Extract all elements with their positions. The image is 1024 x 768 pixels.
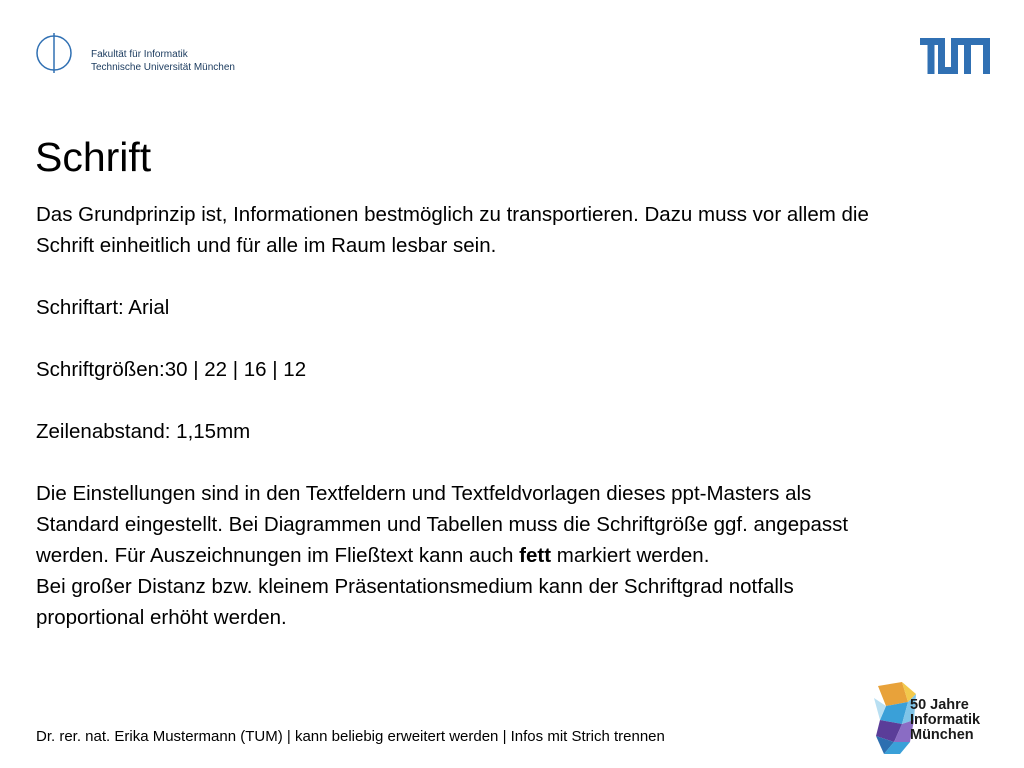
paragraph-3-line-2: proportional erhöht werden. xyxy=(36,606,287,629)
paragraph-2-line-2: Standard eingestellt. Bei Diagrammen und Tabellen muss die Schriftgröße ggf. angepasst xyxy=(36,513,849,536)
tum-logo-icon xyxy=(920,38,990,74)
page-title: Schrift xyxy=(35,134,152,180)
font-type: Schriftart: Arial xyxy=(36,296,170,319)
paragraph-2-line-3-start: werden. Für Auszeichnungen im Fließtext kann auch xyxy=(36,544,520,567)
line-spacing: Zeilenabstand: 1,15mm xyxy=(36,420,251,443)
footer-text: Dr. rer. nat. Erika Mustermann (TUM) | kann beliebig erweitert werden | Infos mit Strich trennen xyxy=(36,728,665,745)
paragraph-2-line-3 xyxy=(36,540,986,571)
anniversary-line-2: Informatik xyxy=(910,712,981,728)
paragraph-2-line-3-end: markiert werden. xyxy=(551,544,710,567)
faculty-logo-icon xyxy=(35,33,73,73)
paragraph-1-line-1: Das Grundprinzip ist, Informationen bestmöglich zu transportieren. Dazu muss vor allem die xyxy=(36,203,869,226)
paragraph-3-line-1: Bei großer Distanz bzw. kleinem Präsentationsmedium kann der Schriftgrad notfalls xyxy=(36,575,794,598)
faculty-line-1: Fakultät für Informatik xyxy=(91,49,188,60)
paragraph-1-line-2: Schrift einheitlich und für alle im Raum lesbar sein. xyxy=(36,234,497,257)
anniversary-line-1: 50 Jahre xyxy=(910,697,969,713)
anniversary-line-3: München xyxy=(910,727,974,743)
anniversary-badge xyxy=(910,698,980,743)
faculty-line-2: Technische Universität München xyxy=(91,62,235,73)
faculty-name xyxy=(91,48,235,74)
paragraph-2-line-1: Die Einstellungen sind in den Textfeldern und Textfeldvorlagen dieses ppt-Masters als xyxy=(36,482,812,505)
bold-example: fett xyxy=(519,544,552,567)
slide-body xyxy=(36,199,986,633)
font-sizes: Schriftgrößen:30 | 22 | 16 | 12 xyxy=(36,358,307,381)
